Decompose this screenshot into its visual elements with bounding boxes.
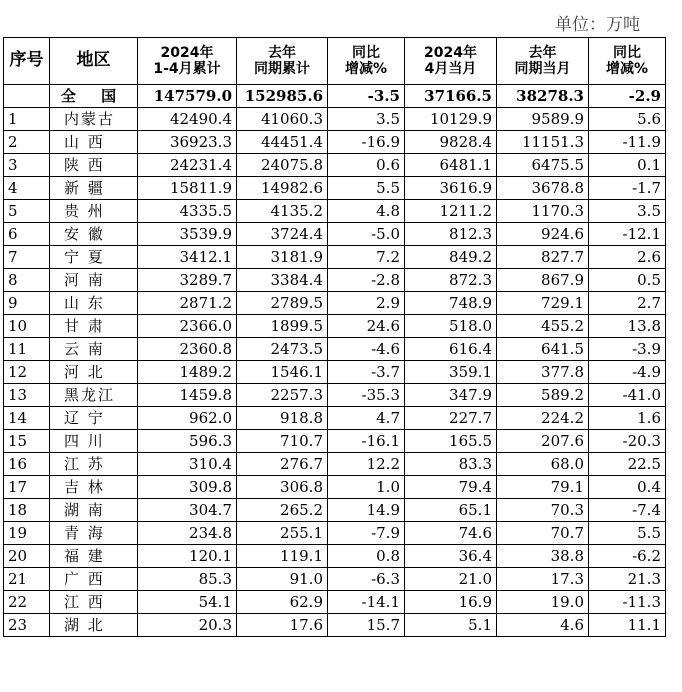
table-cell: 812.3: [405, 223, 497, 246]
table-cell: -11.3: [589, 591, 666, 614]
table-cell: 四 川: [50, 430, 138, 453]
table-cell: 265.2: [237, 499, 328, 522]
table-cell: 13: [4, 384, 50, 407]
header-month-change: 同比 增减%: [589, 38, 666, 85]
table-row: [4, 384, 666, 407]
table-cell: 36923.3: [138, 131, 237, 154]
table-cell: 20: [4, 545, 50, 568]
table-cell: 山 西: [50, 131, 138, 154]
table-row: [4, 177, 666, 200]
table-cell: 924.6: [497, 223, 589, 246]
table-cell: 62.9: [237, 591, 328, 614]
table-cell: 6475.5: [497, 154, 589, 177]
table-cell: 0.8: [328, 545, 405, 568]
table-cell: 24.6: [328, 315, 405, 338]
table-cell: -6.3: [328, 568, 405, 591]
table-cell: 3539.9: [138, 223, 237, 246]
total-cell: -3.5: [328, 85, 405, 108]
table-cell: -4.6: [328, 338, 405, 361]
table-cell: 918.8: [237, 407, 328, 430]
table-cell: 1546.1: [237, 361, 328, 384]
table-cell: 吉 林: [50, 476, 138, 499]
table-cell: 377.8: [497, 361, 589, 384]
table-cell: 24075.8: [237, 154, 328, 177]
table-cell: 21.3: [589, 568, 666, 591]
table-cell: 6: [4, 223, 50, 246]
table-cell: 347.9: [405, 384, 497, 407]
header-ytd-change: 同比 增减%: [328, 38, 405, 85]
table-cell: 710.7: [237, 430, 328, 453]
table-cell: 2.6: [589, 246, 666, 269]
table-row: [4, 430, 666, 453]
table-cell: 306.8: [237, 476, 328, 499]
table-row: [4, 522, 666, 545]
header-month-2024: 2024年 4月当月: [405, 38, 497, 85]
total-cell: 全 国: [50, 85, 138, 108]
table-cell: 4335.5: [138, 200, 237, 223]
table-cell: -11.9: [589, 131, 666, 154]
table-cell: 辽 宁: [50, 407, 138, 430]
table-cell: 2360.8: [138, 338, 237, 361]
table-row: [4, 200, 666, 223]
table-cell: 5.6: [589, 108, 666, 131]
table-cell: 5.5: [589, 522, 666, 545]
table-cell: 新 疆: [50, 177, 138, 200]
table-row: [4, 131, 666, 154]
table-cell: 79.4: [405, 476, 497, 499]
table-cell: 1459.8: [138, 384, 237, 407]
table-cell: 2: [4, 131, 50, 154]
table-cell: 19: [4, 522, 50, 545]
table-row: [4, 614, 666, 637]
table-row: [4, 476, 666, 499]
table-cell: 17.6: [237, 614, 328, 637]
table-cell: 1899.5: [237, 315, 328, 338]
table-cell: 19.0: [497, 591, 589, 614]
table-row: [4, 154, 666, 177]
table-cell: 甘 肃: [50, 315, 138, 338]
table-cell: 15: [4, 430, 50, 453]
table-cell: 5.5: [328, 177, 405, 200]
table-cell: 3616.9: [405, 177, 497, 200]
table-cell: 1: [4, 108, 50, 131]
total-cell: 38278.3: [497, 85, 589, 108]
table-cell: 748.9: [405, 292, 497, 315]
table-cell: 359.1: [405, 361, 497, 384]
table-cell: 309.8: [138, 476, 237, 499]
table-cell: 3412.1: [138, 246, 237, 269]
table-row: [4, 407, 666, 430]
table-cell: 安 徽: [50, 223, 138, 246]
table-cell: 5: [4, 200, 50, 223]
table-cell: -3.7: [328, 361, 405, 384]
table-cell: 0.4: [589, 476, 666, 499]
table-cell: -20.3: [589, 430, 666, 453]
table-cell: 2473.5: [237, 338, 328, 361]
table-cell: 21: [4, 568, 50, 591]
table-cell: 17: [4, 476, 50, 499]
table-cell: 青 海: [50, 522, 138, 545]
table-cell: 276.7: [237, 453, 328, 476]
table-cell: 湖 南: [50, 499, 138, 522]
table-cell: 0.6: [328, 154, 405, 177]
total-cell: 152985.6: [237, 85, 328, 108]
table-cell: -16.9: [328, 131, 405, 154]
table-cell: -7.9: [328, 522, 405, 545]
table-cell: 74.6: [405, 522, 497, 545]
table-cell: 22: [4, 591, 50, 614]
table-cell: 641.5: [497, 338, 589, 361]
table-cell: 91.0: [237, 568, 328, 591]
table-row: [4, 246, 666, 269]
table-row: [4, 315, 666, 338]
table-cell: 江 苏: [50, 453, 138, 476]
table-row: [4, 591, 666, 614]
table-cell: 2.9: [328, 292, 405, 315]
table-row: [4, 108, 666, 131]
table-cell: 2789.5: [237, 292, 328, 315]
table-cell: 贵 州: [50, 200, 138, 223]
table-row: [4, 499, 666, 522]
header-seq: 序号: [4, 38, 50, 85]
table-cell: -1.7: [589, 177, 666, 200]
table-cell: 42490.4: [138, 108, 237, 131]
table-cell: 黑龙江: [50, 384, 138, 407]
table-cell: 18: [4, 499, 50, 522]
table-cell: 1211.2: [405, 200, 497, 223]
table-cell: 2871.2: [138, 292, 237, 315]
header-row: [4, 38, 666, 85]
table-cell: 3: [4, 154, 50, 177]
table-cell: 3724.4: [237, 223, 328, 246]
table-cell: 2366.0: [138, 315, 237, 338]
table-cell: 3.5: [589, 200, 666, 223]
table-cell: 21.0: [405, 568, 497, 591]
table-cell: 4.6: [497, 614, 589, 637]
table-cell: 内蒙古: [50, 108, 138, 131]
table-cell: 3181.9: [237, 246, 328, 269]
table-cell: 68.0: [497, 453, 589, 476]
table-row: [4, 223, 666, 246]
table-cell: 85.3: [138, 568, 237, 591]
total-cell: -2.9: [589, 85, 666, 108]
table-cell: 304.7: [138, 499, 237, 522]
table-cell: 福 建: [50, 545, 138, 568]
table-cell: 1.0: [328, 476, 405, 499]
table-cell: 16.9: [405, 591, 497, 614]
table-cell: 4: [4, 177, 50, 200]
table-cell: 165.5: [405, 430, 497, 453]
table-cell: -5.0: [328, 223, 405, 246]
table-cell: 15.7: [328, 614, 405, 637]
total-row: [4, 85, 666, 108]
table-cell: 云 南: [50, 338, 138, 361]
table-row: [4, 338, 666, 361]
table-cell: 陕 西: [50, 154, 138, 177]
table-row: [4, 453, 666, 476]
table-cell: 4.7: [328, 407, 405, 430]
table-cell: -6.2: [589, 545, 666, 568]
table-cell: 湖 北: [50, 614, 138, 637]
table-cell: 962.0: [138, 407, 237, 430]
table-cell: 7: [4, 246, 50, 269]
header-ytd-prev: 去年 同期累计: [237, 38, 328, 85]
table-cell: 22.5: [589, 453, 666, 476]
table-cell: 41060.3: [237, 108, 328, 131]
table-cell: 24231.4: [138, 154, 237, 177]
table-cell: 2.7: [589, 292, 666, 315]
table-cell: 36.4: [405, 545, 497, 568]
table-cell: 83.3: [405, 453, 497, 476]
table-cell: 12: [4, 361, 50, 384]
table-cell: -7.4: [589, 499, 666, 522]
table-row: [4, 361, 666, 384]
table-cell: 宁 夏: [50, 246, 138, 269]
table-cell: 54.1: [138, 591, 237, 614]
table-cell: 20.3: [138, 614, 237, 637]
table-cell: 5.1: [405, 614, 497, 637]
table-cell: 河 南: [50, 269, 138, 292]
table-cell: 827.7: [497, 246, 589, 269]
table-row: [4, 545, 666, 568]
table-cell: 12.2: [328, 453, 405, 476]
table-cell: 江 西: [50, 591, 138, 614]
table-cell: 455.2: [497, 315, 589, 338]
table-cell: 14982.6: [237, 177, 328, 200]
unit-label: 单位：万吨: [555, 15, 640, 35]
table-cell: 广 西: [50, 568, 138, 591]
header-region: 地区: [50, 38, 138, 85]
table-cell: 17.3: [497, 568, 589, 591]
table-cell: 1170.3: [497, 200, 589, 223]
table-cell: 16: [4, 453, 50, 476]
table-row: [4, 568, 666, 591]
table-cell: 3384.4: [237, 269, 328, 292]
table-row: [4, 269, 666, 292]
total-cell: 37166.5: [405, 85, 497, 108]
table-cell: -41.0: [589, 384, 666, 407]
header-month-prev: 去年 同期当月: [497, 38, 589, 85]
table-cell: -2.8: [328, 269, 405, 292]
table-cell: 65.1: [405, 499, 497, 522]
table-cell: -14.1: [328, 591, 405, 614]
header-ytd-2024: 2024年 1-4月累计: [138, 38, 237, 85]
table-cell: 1.6: [589, 407, 666, 430]
table-cell: 河 北: [50, 361, 138, 384]
table-cell: 224.2: [497, 407, 589, 430]
table-cell: 44451.4: [237, 131, 328, 154]
table-cell: 4.8: [328, 200, 405, 223]
total-cell: [4, 85, 50, 108]
table-cell: 3.5: [328, 108, 405, 131]
table-cell: 867.9: [497, 269, 589, 292]
table-cell: 120.1: [138, 545, 237, 568]
table-cell: 0.5: [589, 269, 666, 292]
table-cell: 596.3: [138, 430, 237, 453]
table-cell: 589.2: [497, 384, 589, 407]
table-cell: 729.1: [497, 292, 589, 315]
table-cell: 13.8: [589, 315, 666, 338]
table-cell: 872.3: [405, 269, 497, 292]
table-cell: 119.1: [237, 545, 328, 568]
table-cell: 9828.4: [405, 131, 497, 154]
table-cell: 518.0: [405, 315, 497, 338]
table-cell: 227.7: [405, 407, 497, 430]
table-cell: 10129.9: [405, 108, 497, 131]
table-cell: 38.8: [497, 545, 589, 568]
table-cell: 2257.3: [237, 384, 328, 407]
table-cell: 11151.3: [497, 131, 589, 154]
coal-output-table: [3, 37, 666, 637]
table-cell: 23: [4, 614, 50, 637]
table-cell: 8: [4, 269, 50, 292]
table-cell: 3678.8: [497, 177, 589, 200]
table-cell: 234.8: [138, 522, 237, 545]
table-cell: -3.9: [589, 338, 666, 361]
table-cell: 11: [4, 338, 50, 361]
table-cell: 10: [4, 315, 50, 338]
total-cell: 147579.0: [138, 85, 237, 108]
table-cell: 15811.9: [138, 177, 237, 200]
table-cell: 616.4: [405, 338, 497, 361]
table-cell: 14.9: [328, 499, 405, 522]
table-cell: 310.4: [138, 453, 237, 476]
table-cell: 79.1: [497, 476, 589, 499]
table-cell: -4.9: [589, 361, 666, 384]
table-cell: 9589.9: [497, 108, 589, 131]
table-cell: 7.2: [328, 246, 405, 269]
table-cell: 6481.1: [405, 154, 497, 177]
table-cell: 9: [4, 292, 50, 315]
table-cell: 4135.2: [237, 200, 328, 223]
table-cell: -12.1: [589, 223, 666, 246]
table-cell: -35.3: [328, 384, 405, 407]
table-cell: 14: [4, 407, 50, 430]
table-row: [4, 292, 666, 315]
table-cell: 3289.7: [138, 269, 237, 292]
table-cell: 0.1: [589, 154, 666, 177]
table-cell: 山 东: [50, 292, 138, 315]
table-cell: 207.6: [497, 430, 589, 453]
table-cell: 70.7: [497, 522, 589, 545]
table-cell: 849.2: [405, 246, 497, 269]
table-cell: 255.1: [237, 522, 328, 545]
table-cell: 1489.2: [138, 361, 237, 384]
table-cell: -16.1: [328, 430, 405, 453]
table-cell: 70.3: [497, 499, 589, 522]
table-cell: 11.1: [589, 614, 666, 637]
